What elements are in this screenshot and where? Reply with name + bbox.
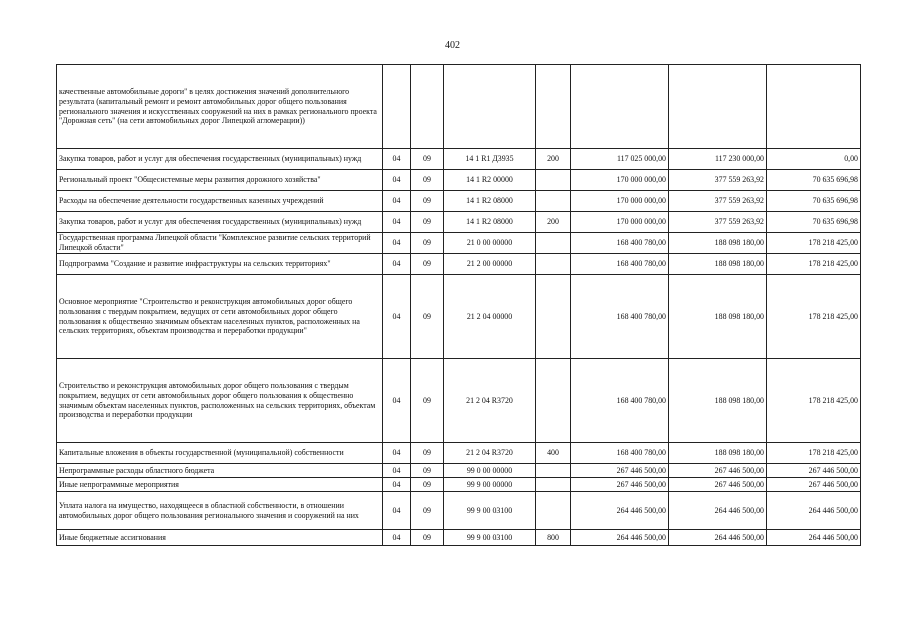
row-expense-type [536,254,571,275]
row-target-article: 21 2 04 R3720 [444,443,536,464]
row-amount-year2 [669,65,767,149]
row-target-article: 99 0 00 00000 [444,464,536,478]
row-name: Основное мероприятие "Строительство и реконструкция автомобильных дорог общего пользования с твердым покрытием, ведущих от сети автомобильных дорог общего пользования к общественно значимым объектам населенных пунктов, расположенных на сельских территориях, объектам производства и переработки продукции" [57,275,383,359]
row-section: 04 [383,149,411,170]
row-target-article: 21 0 00 00000 [444,233,536,254]
table-row [57,149,861,170]
row-amount-year2: 117 230 000,00 [669,149,767,170]
row-subsection: 09 [411,254,444,275]
row-name: Закупка товаров, работ и услуг для обеспечения государственных (муниципальных) нужд [57,212,383,233]
row-amount-year2: 377 559 263,92 [669,170,767,191]
table-row [57,212,861,233]
row-amount-year1 [571,65,669,149]
row-target-article: 14 1 R2 00000 [444,170,536,191]
row-section: 04 [383,254,411,275]
row-amount-year3: 267 446 500,00 [767,464,861,478]
row-amount-year3: 178 218 425,00 [767,254,861,275]
row-section: 04 [383,359,411,443]
table-row [57,530,861,546]
row-amount-year2: 377 559 263,92 [669,191,767,212]
row-target-article: 99 9 00 03100 [444,530,536,546]
row-target-article: 21 2 00 00000 [444,254,536,275]
row-amount-year2: 188 098 180,00 [669,275,767,359]
row-amount-year3: 267 446 500,00 [767,478,861,492]
page-number: 402 [445,40,460,51]
row-name: Строительство и реконструкция автомобильных дорог общего пользования с твердым покрытием, ведущих от сети автомобильных дорог общего пользования к общественно значимым объектам населенных пунктов, расположенных на сельских территориях, объектам производства и переработки продукции [57,359,383,443]
table-row [57,233,861,254]
row-name: Региональный проект "Общесистемные меры развития дорожного хозяйства" [57,170,383,191]
row-amount-year1: 117 025 000,00 [571,149,669,170]
row-target-article: 14 1 R2 08000 [444,191,536,212]
row-target-article: 14 1 R2 08000 [444,212,536,233]
row-amount-year2: 264 446 500,00 [669,530,767,546]
row-subsection: 09 [411,478,444,492]
row-target-article: 14 1 R1 Д3935 [444,149,536,170]
table-row [57,275,861,359]
row-section: 04 [383,492,411,530]
row-subsection: 09 [411,359,444,443]
row-amount-year3: 70 635 696,98 [767,170,861,191]
row-name: Иные непрограммные мероприятия [57,478,383,492]
row-amount-year2: 377 559 263,92 [669,212,767,233]
table-row [57,464,861,478]
table-row [57,170,861,191]
row-amount-year1: 168 400 780,00 [571,359,669,443]
table-row [57,478,861,492]
row-section: 04 [383,170,411,191]
row-subsection: 09 [411,233,444,254]
row-target-article: 21 2 04 00000 [444,275,536,359]
row-amount-year1: 168 400 780,00 [571,443,669,464]
row-amount-year1: 267 446 500,00 [571,464,669,478]
row-name: Расходы на обеспечение деятельности государственных казенных учреждений [57,191,383,212]
row-name: Иные бюджетные ассигнования [57,530,383,546]
row-amount-year3: 178 218 425,00 [767,233,861,254]
budget-table [56,64,861,546]
row-expense-type: 800 [536,530,571,546]
row-expense-type [536,191,571,212]
row-amount-year3: 178 218 425,00 [767,443,861,464]
row-subsection [411,65,444,149]
row-amount-year1: 264 446 500,00 [571,530,669,546]
table-row [57,191,861,212]
row-amount-year1: 170 000 000,00 [571,170,669,191]
row-section: 04 [383,478,411,492]
row-name: Закупка товаров, работ и услуг для обеспечения государственных (муниципальных) нужд [57,149,383,170]
row-expense-type [536,492,571,530]
row-name: Подпрограмма "Создание и развитие инфраструктуры на сельских территориях" [57,254,383,275]
row-section: 04 [383,212,411,233]
row-amount-year1: 170 000 000,00 [571,212,669,233]
row-amount-year2: 188 098 180,00 [669,254,767,275]
table-row [57,65,861,149]
row-name: качественные автомобильные дороги" в целях достижения значений дополнительного результата (капитальный ремонт и ремонт автомобильных дорог общего пользования регионального значения и искусственных сооружений на них в рамках регионального проекта "Дорожная сеть" (на сети автомобильных дорог Липецкой агломерации)) [57,65,383,149]
row-amount-year1: 267 446 500,00 [571,478,669,492]
row-amount-year3 [767,65,861,149]
row-amount-year2: 188 098 180,00 [669,443,767,464]
row-target-article: 21 2 04 R3720 [444,359,536,443]
row-section: 04 [383,530,411,546]
row-amount-year1: 168 400 780,00 [571,275,669,359]
row-section: 04 [383,233,411,254]
row-amount-year3: 70 635 696,98 [767,212,861,233]
row-amount-year1: 168 400 780,00 [571,233,669,254]
row-subsection: 09 [411,275,444,359]
row-subsection: 09 [411,191,444,212]
row-subsection: 09 [411,212,444,233]
row-subsection: 09 [411,443,444,464]
row-amount-year3: 178 218 425,00 [767,275,861,359]
row-amount-year1: 264 446 500,00 [571,492,669,530]
row-section: 04 [383,464,411,478]
row-name: Капитальные вложения в объекты государственной (муниципальной) собственности [57,443,383,464]
row-amount-year2: 264 446 500,00 [669,492,767,530]
row-target-article: 99 9 00 03100 [444,492,536,530]
row-target-article: 99 9 00 00000 [444,478,536,492]
row-section [383,65,411,149]
table-row [57,443,861,464]
row-expense-type: 400 [536,443,571,464]
table-row [57,492,861,530]
row-amount-year2: 267 446 500,00 [669,464,767,478]
row-subsection: 09 [411,464,444,478]
row-amount-year1: 168 400 780,00 [571,254,669,275]
row-name: Непрограммные расходы областного бюджета [57,464,383,478]
row-expense-type [536,170,571,191]
row-amount-year2: 188 098 180,00 [669,233,767,254]
row-expense-type: 200 [536,149,571,170]
row-subsection: 09 [411,492,444,530]
row-amount-year3: 178 218 425,00 [767,359,861,443]
row-amount-year3: 264 446 500,00 [767,492,861,530]
row-expense-type [536,275,571,359]
row-amount-year2: 188 098 180,00 [669,359,767,443]
row-amount-year3: 0,00 [767,149,861,170]
row-expense-type [536,478,571,492]
row-expense-type [536,359,571,443]
row-amount-year2: 267 446 500,00 [669,478,767,492]
row-expense-type [536,233,571,254]
row-subsection: 09 [411,530,444,546]
row-section: 04 [383,275,411,359]
row-section: 04 [383,443,411,464]
row-name: Государственная программа Липецкой области "Комплексное развитие сельских территорий Липецкой области" [57,233,383,254]
row-amount-year1: 170 000 000,00 [571,191,669,212]
row-amount-year3: 70 635 696,98 [767,191,861,212]
row-subsection: 09 [411,149,444,170]
row-subsection: 09 [411,170,444,191]
row-amount-year3: 264 446 500,00 [767,530,861,546]
table-row [57,359,861,443]
table-row [57,254,861,275]
row-section: 04 [383,191,411,212]
row-expense-type [536,65,571,149]
row-name: Уплата налога на имущество, находящееся в областной собственности, в отношении автомобильных дорог общего пользования регионального значения и сооружений на них [57,492,383,530]
row-expense-type [536,464,571,478]
row-expense-type: 200 [536,212,571,233]
row-target-article [444,65,536,149]
